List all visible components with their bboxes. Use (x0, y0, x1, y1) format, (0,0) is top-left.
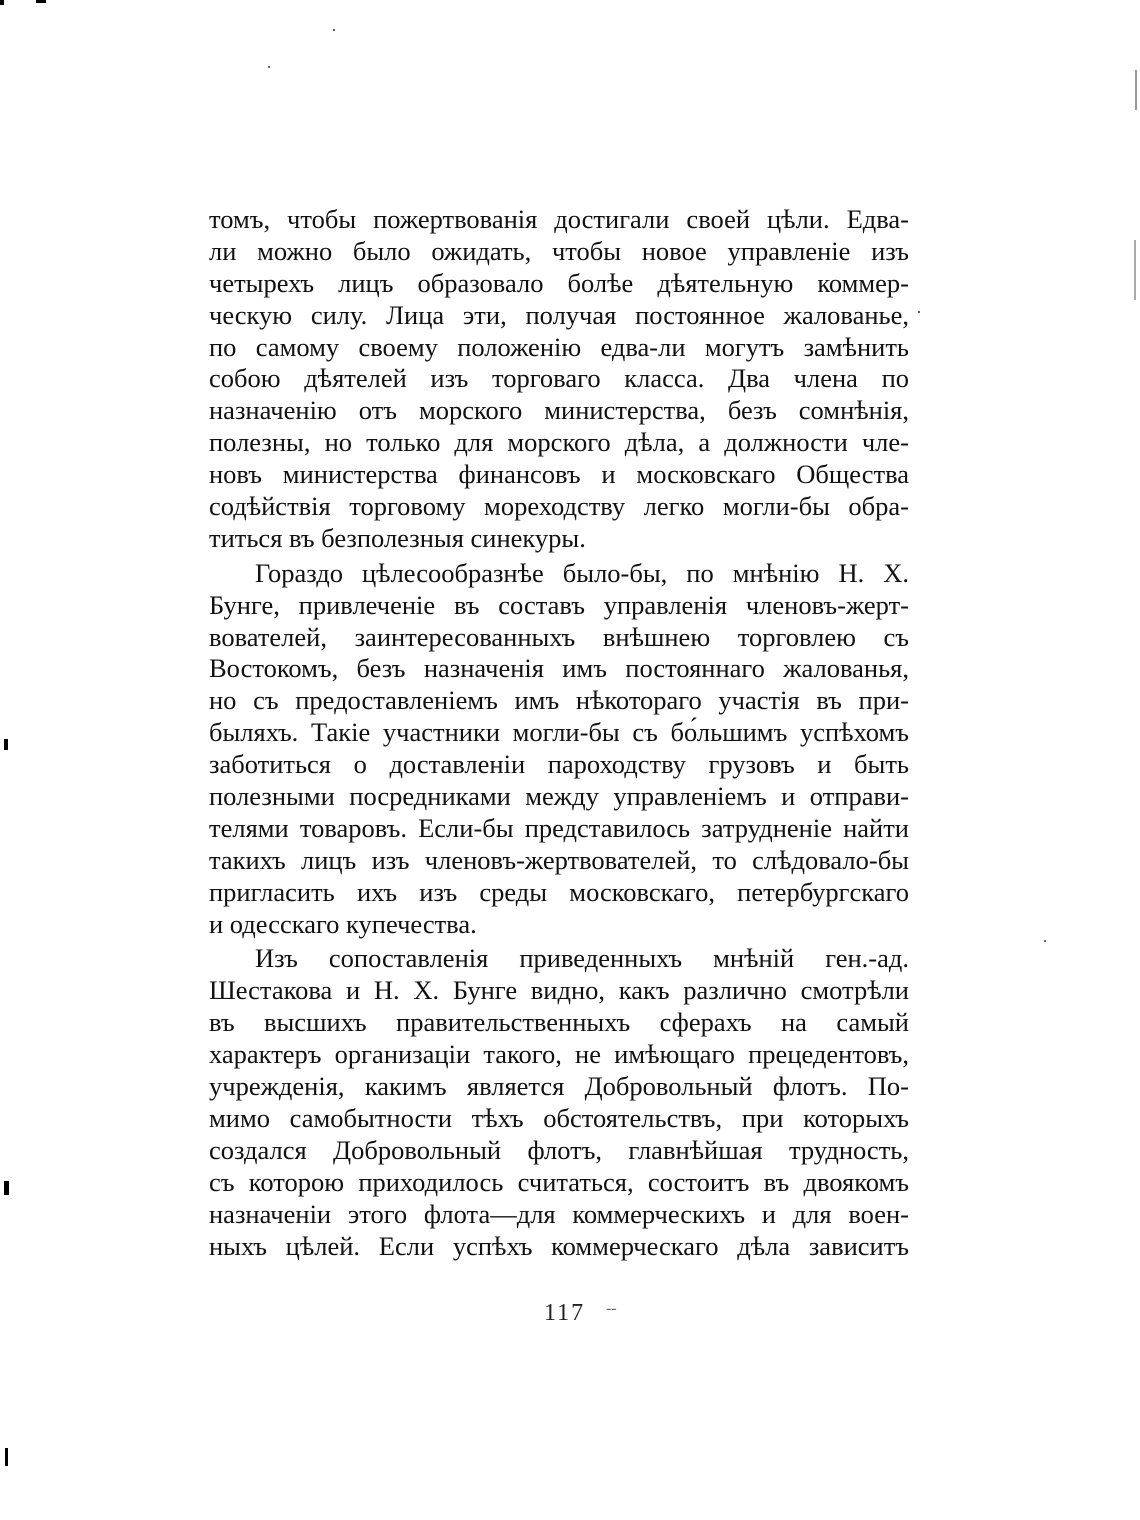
page-number: 117 (544, 1300, 586, 1326)
binding-mark-2 (4, 1181, 9, 1195)
text-line: пригласить ихъ изъ среды московскаго, петербургскаго (209, 876, 909, 907)
text-line: Востокомъ, безъ назначенія имъ постояннаго жалованья, (209, 653, 909, 684)
text-line: учрежденія, какимъ является Добровольный флотъ. По- (209, 1071, 909, 1102)
text-line: заботиться о доставленіи пароходству грузовъ и быть (209, 749, 909, 780)
right-edge-mark-2 (1134, 240, 1136, 300)
text-line: создался Добровольный флотъ, главнѣйшая трудность, (209, 1134, 909, 1165)
text-line: по самому своему положенію едва-ли могутъ замѣнить (209, 331, 909, 362)
text-line: характеръ организаціи такого, не имѣющаго прецедентовъ, (209, 1039, 909, 1070)
paragraph-3 (209, 943, 909, 1262)
text-line: вователей, заинтересованныхъ внѣшнею торговлею съ (209, 621, 909, 652)
paragraph-1 (209, 204, 909, 555)
text-line: Бунге, привлеченіе въ составъ управленія членовъ-жерт- (209, 589, 909, 620)
text-line: ныхъ цѣлей. Если успѣхъ коммерческаго дѣла зависитъ (209, 1230, 909, 1261)
text-line: ли можно было ожидать, чтобы новое управленіе изъ (209, 235, 909, 266)
text-line: титься въ безполезныя синекуры. (209, 522, 586, 553)
text-line: быляхъ. Такіе участники могли-бы съ бо́льшимъ успѣхомъ (209, 717, 909, 748)
text-line: полезны, но только для морского дѣла, а должности чле- (209, 427, 909, 458)
text-line: такихъ лицъ изъ членовъ-жертвователей, то слѣдовало-бы (209, 844, 909, 875)
text-line: телями товаровъ. Если-бы представилось затрудненіе найти (209, 812, 909, 843)
text-line: содѣйствія торговому мореходству легко могли-бы обра- (209, 491, 909, 522)
speck (1044, 940, 1046, 942)
text-line: четырехъ лицъ образовало болѣе дѣятельную коммер- (209, 267, 909, 298)
text-line: Гораздо цѣлесообразнѣе было-бы, по мнѣнію Н. Х. (255, 557, 909, 588)
binding-mark-1 (4, 739, 8, 750)
text-line: назначеніи этого флота—для коммерческихъ и для воен- (209, 1198, 909, 1229)
text-line: новъ министерства финансовъ и московскаго Общества (209, 459, 909, 490)
right-edge-mark (1135, 70, 1137, 110)
text-line: и одесскаго купечества. (209, 908, 477, 939)
text-line: но съ предоставленіемъ имъ нѣкотораго участія въ при- (209, 685, 909, 716)
text-line: собою дѣятелей изъ торговаго класса. Два члена по (209, 363, 909, 394)
text-line: томъ, чтобы пожертвованія достигали своей цѣли. Едва- (209, 204, 909, 234)
speck (333, 29, 335, 31)
text-line: полезными посредниками между управленіемъ и отправи- (209, 781, 909, 812)
scan-mark-top (36, 0, 46, 3)
body-text (209, 204, 909, 1262)
page-number-dash: -- (606, 1300, 617, 1317)
scan-mark-top-left (0, 0, 4, 5)
text-line: назначенію отъ морского министерства, безъ сомнѣнія, (209, 395, 909, 426)
text-line: съ которою приходилось считаться, состоитъ въ двоякомъ (209, 1166, 909, 1197)
speck (268, 66, 270, 68)
text-line: мимо самобытности тѣхъ обстоятельствъ, при которыхъ (209, 1102, 909, 1133)
paragraph-2 (209, 558, 909, 941)
text-line: въ высшихъ правительственныхъ сферахъ на самый (209, 1007, 909, 1038)
text-line: Шестакова и Н. Х. Бунге видно, какъ различно смотрѣли (209, 975, 909, 1006)
speck (918, 311, 920, 313)
binding-mark-3 (5, 1448, 8, 1466)
text-line: ческую силу. Лица эти, получая постоянное жалованье, (209, 299, 909, 330)
text-line: Изъ сопоставленія приведенныхъ мнѣній ген.-ад. (255, 943, 909, 974)
